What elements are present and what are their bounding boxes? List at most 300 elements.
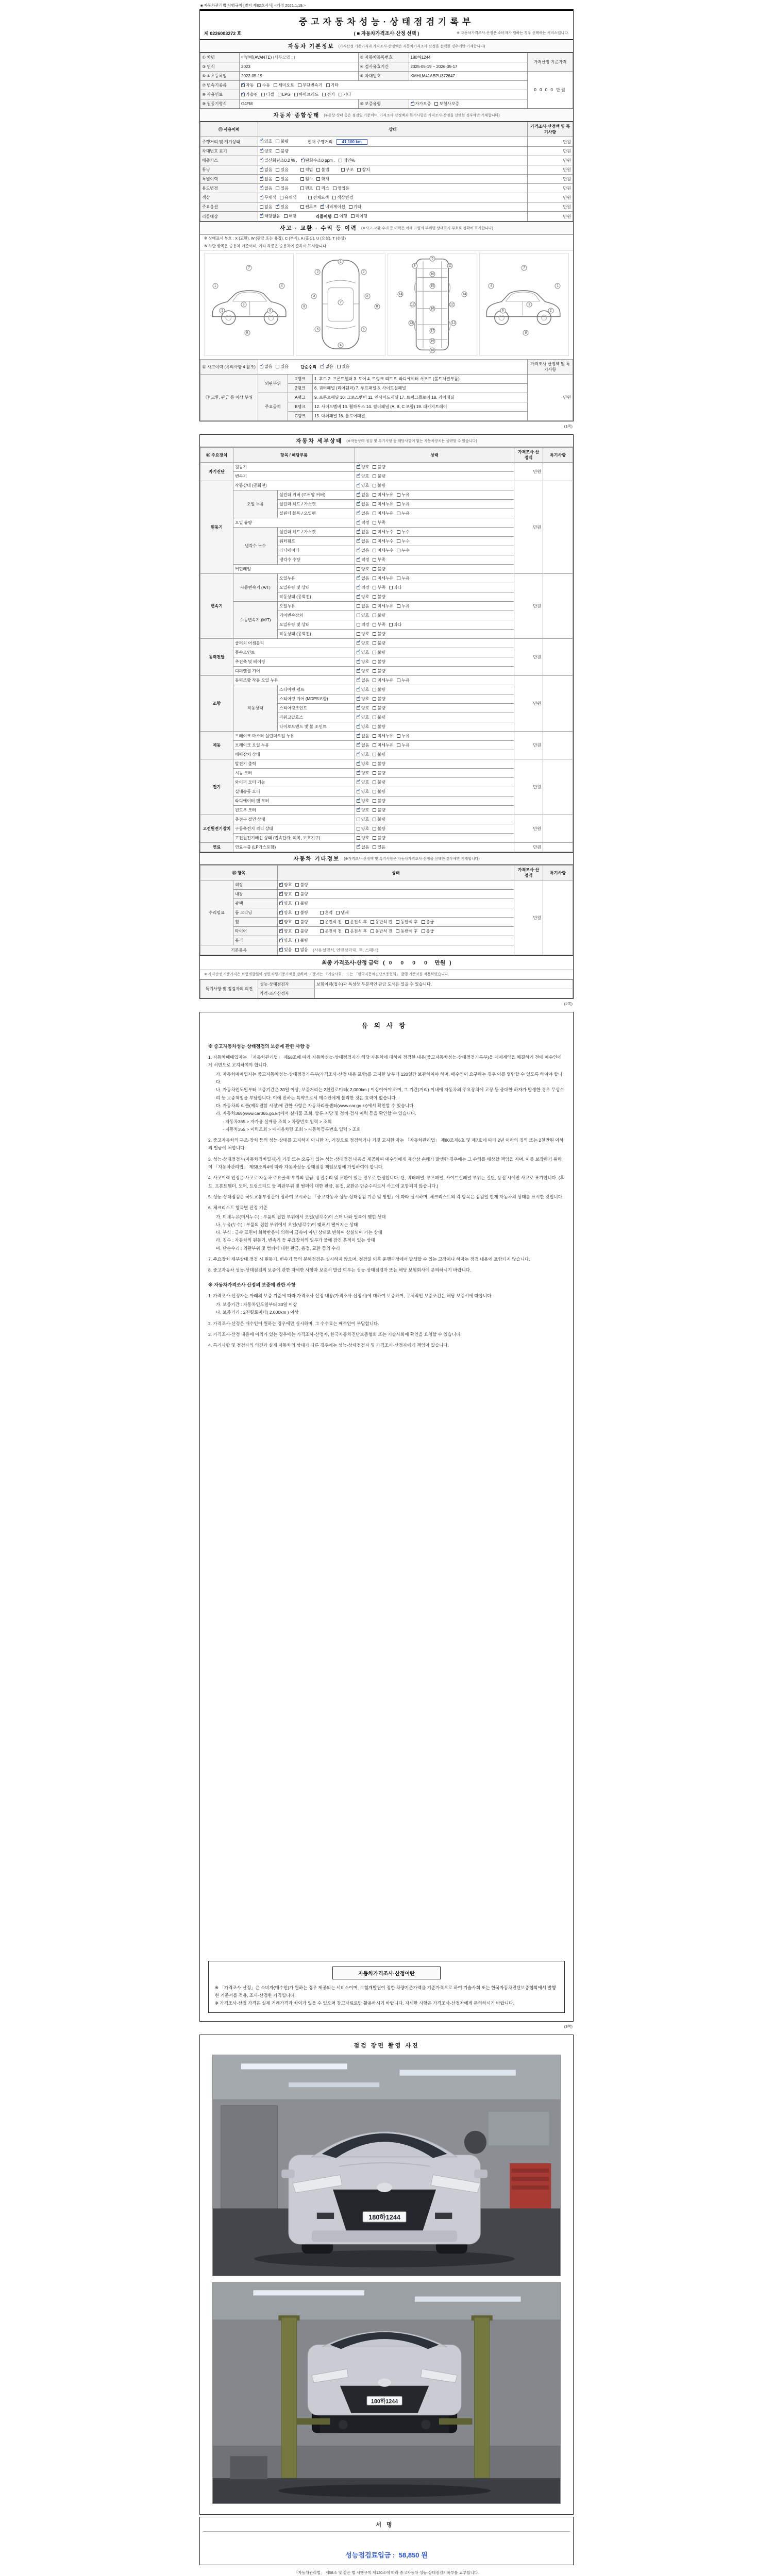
checkbox-icon (373, 827, 376, 831)
option-보험사보증[interactable]: 보험사보증 (434, 101, 459, 107)
option-양호[interactable]: ✓ 양호 (357, 473, 369, 479)
inspection-photo-front (212, 2055, 561, 2276)
option-양호[interactable]: ✓ 양호 (357, 659, 369, 665)
option-디젤[interactable]: 디젤 (261, 92, 274, 97)
option-없음[interactable]: ✓ 없음 (357, 538, 369, 544)
option-없음[interactable]: ✓ 없음 (357, 844, 369, 850)
option-이행[interactable]: 이행 (334, 213, 347, 219)
option-없음[interactable]: ✓ 없음 (260, 364, 272, 369)
option-있음[interactable]: 있음 (337, 364, 349, 369)
option-적정[interactable]: ✓ 적정 (357, 585, 369, 590)
engine-type: G4FM (240, 99, 359, 109)
option-양호[interactable]: ✓ 양호 (357, 724, 369, 730)
document-subtitle: ( ■ 자동차가격조사·산정 선택 ) (354, 31, 419, 37)
checkbox-icon (373, 808, 376, 812)
option-영업용[interactable]: 영업용 (333, 185, 349, 191)
rank-label: 2랭크 (288, 384, 313, 393)
option-양호[interactable]: ✓ 양호 (357, 696, 369, 702)
comprehensive-table (200, 122, 573, 222)
option-양호[interactable]: 양호 (357, 817, 369, 822)
option-없음[interactable]: ✓ 없음 (357, 742, 369, 748)
option-불량[interactable]: 불량 (295, 938, 308, 943)
option-미세누수[interactable]: 미세누수 (373, 538, 393, 544)
option-불량[interactable]: 불량 (373, 631, 385, 637)
option-불량[interactable]: 불량 (373, 594, 385, 600)
option-렌트[interactable]: 렌트 (300, 185, 313, 191)
option-양호[interactable]: 양호 (357, 835, 369, 841)
option-운전석 전[interactable]: 운전석 전 (320, 928, 342, 934)
option-불량[interactable]: 불량 (373, 798, 385, 804)
option-동반석 전[interactable]: 동반석 전 (371, 919, 392, 925)
option-양호[interactable]: ✓ 양호 (357, 687, 369, 692)
option-있음[interactable]: 있음 (373, 844, 385, 850)
panel-number-7: 7 (522, 265, 527, 270)
summary-row-label: 리콜대상 (200, 212, 258, 222)
checkbox-icon (397, 530, 400, 534)
option-양호[interactable]: ✓ 양호 (357, 798, 369, 804)
option-양호[interactable]: 양호 (357, 826, 369, 832)
option-적법[interactable]: 적법 (300, 167, 313, 173)
option-양호[interactable]: 양호 (357, 613, 369, 618)
checkbox-icon (339, 93, 342, 96)
summary-row (200, 147, 573, 156)
option-부족[interactable]: 부족 (373, 520, 385, 526)
notice-box (199, 1012, 574, 2022)
main-form-box (199, 9, 574, 421)
item-label: 시동 모터 (233, 769, 355, 778)
option-양호[interactable]: 양호 (357, 631, 369, 637)
diagram-note: ※ 하단 항목은 승용차 기준이며, 기타 차종은 승용차에 준하여 표시합니다. (204, 244, 328, 248)
option-무채색[interactable]: ✓ 무채색 (260, 195, 276, 200)
option-유채색[interactable]: 유채색 (280, 195, 296, 200)
option-자가보증[interactable]: ✓ 자가보증 (411, 101, 431, 107)
option-없음[interactable]: ✓ 없음 (357, 575, 369, 581)
option-양호[interactable]: ✓ 양호 (279, 910, 292, 916)
rank-items: 12. 사이드멤버 13. 휠하우스 14. 필러패널 (A, B, C 포함) 19. 패키지트레이 (313, 402, 528, 412)
option-적정[interactable]: ✓ 적정 (357, 520, 369, 526)
option-없음[interactable]: 없음 (295, 947, 308, 953)
option-기타[interactable]: 기타 (339, 92, 351, 97)
checkbox-icon (261, 93, 265, 96)
option-응급[interactable]: 응급 (422, 919, 434, 925)
note-cell (543, 759, 573, 815)
note-cell (543, 574, 573, 639)
option-양호[interactable]: ✓ 양호 (357, 705, 369, 711)
final-price-unit: 만원 (434, 960, 446, 966)
option-미세누유[interactable]: 미세누유 (373, 511, 393, 516)
notice-line: 1. 자동차매매업자는 「자동차관리법」 제58조에 따라 자동차성능·상태점검자가 해당 자동차에 대하여 점검한 내용(중고자동차성능·상태점검기록부)을 매매계약을 체결하기 전에 매수인에게 서면으로 고지하여야 합니다. (208, 1055, 562, 1068)
option-누유[interactable]: 누유 (397, 501, 409, 507)
item-label: 등속조인트 (233, 648, 355, 657)
option-적정[interactable]: ✓ 적정 (357, 557, 369, 563)
checked-checkbox-icon (357, 725, 360, 728)
option-양호[interactable]: ✓ 양호 (357, 807, 369, 813)
detail-form-box (199, 434, 574, 999)
option-양호[interactable]: ✓ 양호 (279, 891, 292, 897)
subtitle-note: ※ 자동차가격조사·산정은 소비자가 원하는 경우 선택하는 서비스입니다. (457, 31, 569, 35)
option-양호[interactable]: ✓ 양호 (357, 483, 369, 488)
option-네비게이션[interactable]: ✓ 네비게이션 (321, 204, 345, 210)
option-구조[interactable]: 구조 (341, 167, 354, 173)
summary-row (200, 156, 573, 165)
option-불량[interactable]: 불량 (373, 705, 385, 711)
item-label: 작동상태 (공회전) (278, 630, 355, 639)
option-양호[interactable]: ✓ 양호 (357, 650, 369, 655)
option-누수[interactable]: 누수 (397, 548, 409, 553)
option-양호[interactable]: ✓ 양호 (357, 789, 369, 794)
checked-checkbox-icon (357, 771, 360, 775)
option-불량[interactable]: 불량 (295, 901, 308, 906)
option-불량[interactable]: 불량 (295, 910, 308, 916)
panel-number-12: 12 (411, 302, 415, 307)
option-장치[interactable]: 장치 (357, 167, 369, 173)
option-불량[interactable]: 불량 (373, 668, 385, 674)
registration-number-label: ② 자동차등록번호 (358, 53, 409, 62)
option-있음[interactable]: 있음 (276, 176, 288, 182)
checkbox-icon (276, 149, 279, 153)
panel-number-1: 1 (555, 283, 561, 289)
option-기타[interactable]: 기타 (349, 204, 361, 210)
document-header (200, 11, 573, 40)
option-미세누유[interactable]: 미세누유 (373, 575, 393, 581)
photo-lift-scene (213, 2283, 560, 2503)
option-색상변경[interactable]: 색상변경 (332, 195, 353, 200)
notice-line: 나. 자동차인도일부터 보증기간은 30일 이상, 보증거리는 2천킬로미터( 2,000km ) 이상이어야 하며, 그 기간(거리) 이내에 자동차의 주요장치에 고장 등 중대한 하자가 발생한 경우 무상수리 등 보증책임을 부담합니다. 이에 반하는 특약으로서 매수인에게 불리한 것은 효력이 없습니다. (216, 1087, 564, 1100)
checkbox-icon (373, 660, 376, 664)
option-불량[interactable]: 불량 (373, 724, 385, 730)
option-불량[interactable]: 불량 (373, 752, 385, 757)
misc-item-label: 광택 (233, 899, 278, 908)
option-누유[interactable]: 누유 (397, 733, 409, 739)
option-누유[interactable]: 누유 (397, 511, 409, 516)
checkbox-icon (349, 205, 352, 209)
panel-number-4: 4 (279, 283, 284, 289)
option-전기[interactable]: 전기 (322, 92, 334, 97)
option-불량[interactable]: 불량 (373, 473, 385, 479)
option-불량[interactable]: 불량 (373, 789, 385, 794)
checkbox-icon (373, 604, 376, 608)
item-label: 배력장치 상태 (233, 750, 355, 759)
option-무단변속기[interactable]: 무단변속기 (298, 82, 323, 88)
option-불량[interactable]: 불량 (373, 566, 385, 572)
checked-checkbox-icon (357, 781, 360, 784)
option-매연[interactable]: 매연 % (339, 158, 355, 163)
option-가솔린[interactable]: ✓ 가솔린 (241, 92, 258, 97)
panel-number-6: 6 (361, 326, 366, 332)
simple-repair-label: 단순수리 (300, 365, 317, 369)
option-양호[interactable]: ✓ 양호 (357, 668, 369, 674)
checkbox-icon (284, 214, 288, 218)
option-있음[interactable]: 있음 (276, 185, 288, 191)
option-과다[interactable]: 과다 (389, 622, 401, 628)
report-number: 제 0226003272 호 (204, 30, 242, 36)
checkbox-icon (389, 586, 393, 589)
panel-number-8: 8 (244, 330, 250, 336)
option-없음[interactable]: ✓ 없음 (357, 492, 369, 498)
checked-checkbox-icon (357, 679, 360, 682)
option-냄새[interactable]: 냄새 (336, 910, 348, 916)
option-양호[interactable]: ✓ 양호 (279, 901, 292, 906)
option-불량[interactable]: 불량 (373, 826, 385, 832)
checkbox-icon (336, 911, 340, 914)
checkbox-icon (373, 790, 376, 793)
option-양호[interactable]: ✓ 양호 (357, 770, 369, 776)
option-없음[interactable]: ✓ 없음 (357, 511, 369, 516)
checked-checkbox-icon (357, 493, 360, 497)
option-있음[interactable]: 있음 (276, 364, 288, 369)
option-누수[interactable]: 누수 (397, 529, 409, 535)
checkbox-icon (260, 205, 263, 209)
checkbox-icon (422, 929, 425, 933)
option-LPG[interactable]: LPG (278, 92, 291, 97)
inspection-validity-label: ④ 검사유효기간 (358, 62, 409, 72)
option-해당[interactable]: 해당 (284, 213, 296, 219)
option-없음[interactable]: 없음 (357, 603, 369, 609)
option-불량[interactable]: 불량 (373, 807, 385, 813)
checked-checkbox-icon (357, 558, 360, 562)
option-과다[interactable]: 과다 (389, 585, 401, 590)
option-썬루프[interactable]: 썬루프 (300, 204, 317, 210)
option-양호[interactable]: ✓ 양호 (279, 919, 292, 925)
item-label: 스티어링 펌프 (278, 685, 355, 694)
option-불량[interactable]: 불량 (373, 650, 385, 655)
checkbox-icon (397, 512, 400, 515)
checkbox-icon (373, 558, 376, 562)
option-자동[interactable]: ✓ 자동 (241, 82, 254, 88)
option-불량[interactable]: 불량 (373, 770, 385, 776)
option-불량[interactable]: 불량 (373, 696, 385, 702)
checkbox-icon (373, 586, 376, 589)
panel-number-3: 3 (364, 294, 370, 299)
appraiser-row-label: 가격·조사산정자 (258, 989, 315, 998)
checkbox-icon (332, 196, 336, 199)
option-불량[interactable]: 불량 (295, 928, 308, 934)
option-없음[interactable]: ✓ 없음 (357, 733, 369, 739)
option-불량[interactable]: 불량 (373, 613, 385, 618)
misc-item-label: 휠 (233, 918, 278, 927)
checked-checkbox-icon (260, 187, 263, 190)
option-탄화수소[interactable]: ✓ 탄화수소 0 ppm , (301, 158, 335, 163)
option-미세누유[interactable]: 미세누유 (373, 733, 393, 739)
option-양호[interactable]: ✓ 양호 (357, 640, 369, 646)
checkbox-icon (320, 920, 324, 924)
option-불량[interactable]: 불량 (276, 139, 288, 144)
option-없음[interactable]: ✓ 없음 (260, 185, 272, 191)
option-누수[interactable]: 누수 (397, 538, 409, 544)
checkbox-icon (397, 734, 400, 738)
option-불량[interactable]: 불량 (295, 919, 308, 925)
panel-number-6: 6 (500, 308, 506, 313)
option-일산화탄소[interactable]: ✓ 일산화탄소 0.2 % , (260, 158, 297, 163)
option-누유[interactable]: 누유 (397, 677, 409, 683)
detail-table (200, 447, 573, 852)
item-label: 충전구 절연 상태 (233, 815, 355, 824)
option-동반석 전[interactable]: 동반석 전 (371, 928, 392, 934)
notice-line: 가. 미세누유(미세누수) : 부품의 접합 부위에서 오일(냉각수)이 스며 나와 얼룩이 맺힌 상태 (216, 1214, 386, 1219)
option-양호[interactable]: ✓ 양호 (357, 594, 369, 600)
col-misc-note: 특기사항 (543, 866, 573, 880)
option-미세누수[interactable]: 미세누수 (373, 548, 393, 553)
option-누유[interactable]: 누유 (397, 742, 409, 748)
option-누유[interactable]: 누유 (397, 492, 409, 498)
option-양호[interactable]: ✓ 양호 (260, 148, 272, 154)
option-하이브리드[interactable]: 하이브리드 (294, 92, 319, 97)
option-해당없음[interactable]: ✓ 해당없음 (260, 213, 280, 219)
car-diagram-top (296, 253, 385, 356)
category-label: 작동상태 (233, 685, 278, 732)
option-수동[interactable]: 수동 (257, 82, 270, 88)
summary-row (200, 202, 573, 212)
option-동반석 후[interactable]: 동반석 후 (396, 919, 417, 925)
option-양호[interactable]: ✓ 양호 (279, 938, 292, 943)
option-미세누유[interactable]: 미세누유 (373, 603, 393, 609)
option-불량[interactable]: 불량 (373, 659, 385, 665)
pricing-definition-line: ※ 「가격조사·산정」은 소비자(매수인)가 원하는 경우 제공되는 서비스이며, 보험개발원이 정한 차량기준가액을 기준가격으로 하여 기술사회 또는 한국자동차진단보증협회에서 발행한 기준서를 적용, 조사·산정한 가격입니다. (215, 1985, 556, 1998)
option-없음[interactable]: ✓ 없음 (260, 167, 272, 173)
option-불량[interactable]: 불량 (373, 464, 385, 470)
category-label: 오일 누유 (233, 490, 278, 518)
panel-number-2: 2 (361, 269, 366, 275)
option-불량[interactable]: 불량 (373, 779, 385, 785)
panel-number-6: 6 (267, 308, 273, 313)
checkbox-icon (351, 214, 355, 218)
option-운전석 후[interactable]: 운전석 후 (345, 919, 367, 925)
option-세미오토[interactable]: 세미오토 (274, 82, 294, 88)
item-label: 브레이크 오일 누유 (233, 741, 355, 750)
option-불량[interactable]: 불량 (295, 882, 308, 888)
option-부족[interactable]: 부족 (373, 585, 385, 590)
option-불량[interactable]: 불량 (373, 640, 385, 646)
item-label: 디퍼렌셜 기어 (233, 667, 355, 676)
checked-checkbox-icon (357, 651, 360, 654)
checkbox-icon (373, 512, 376, 515)
option-있음[interactable]: ✓ 있음 (276, 204, 288, 210)
checked-checkbox-icon (357, 474, 360, 478)
note-cell (543, 639, 573, 676)
panel-number-16: 16 (430, 307, 434, 311)
option-불량[interactable]: 불량 (373, 835, 385, 841)
checked-checkbox-icon (260, 168, 263, 172)
option-불량[interactable]: 불량 (373, 761, 385, 767)
checkbox-icon (308, 196, 312, 199)
option-화재[interactable]: 화재 (316, 176, 329, 182)
checkbox-icon (373, 697, 376, 701)
checkbox-icon (326, 83, 330, 87)
option-양호[interactable]: ✓ 양호 (357, 779, 369, 785)
vin: KMHLM41ABPU372647 (409, 72, 528, 81)
option-불량[interactable]: 불량 (373, 687, 385, 692)
option-없음[interactable]: ✓ 없음 (357, 677, 369, 683)
option-양호[interactable]: ✓ 양호 (279, 882, 292, 888)
option-불량[interactable]: 불량 (276, 148, 288, 154)
option-양호[interactable]: ✓ 양호 (357, 715, 369, 720)
checkbox-icon (357, 567, 360, 571)
notice-line: 나. 누유(누수) : 부품의 접합 부위에서 오일(냉각수)이 맺혀서 떨어지는 상태 (216, 1222, 358, 1227)
option-없음[interactable]: 없음 (260, 204, 272, 210)
rank-items: 6. 쿼터패널 (리어휀더) 7. 루프패널 8. 사이드실패널 (313, 384, 528, 393)
option-양호[interactable]: ✓ 양호 (357, 752, 369, 757)
item-label: 실린더 블록 / 오일팬 (278, 509, 355, 518)
checkbox-icon (373, 734, 376, 738)
checkbox-icon (373, 632, 376, 636)
option-없음[interactable]: ✓ 없음 (357, 501, 369, 507)
option-불량[interactable]: 불량 (295, 891, 308, 897)
option-미세누유[interactable]: 미세누유 (373, 501, 393, 507)
misc-item-label: 외장 (233, 880, 278, 890)
rank-label: C랭크 (288, 412, 313, 421)
option-미세누수[interactable]: 미세누수 (373, 529, 393, 535)
option-부족[interactable]: 부족 (373, 557, 385, 563)
checked-checkbox-icon (279, 883, 283, 887)
option-전체도색[interactable]: 전체도색 (308, 195, 329, 200)
option-리스[interactable]: 리스 (316, 185, 329, 191)
option-양호[interactable]: ✓ 양호 (279, 928, 292, 934)
item-label: 워터펌프 (278, 537, 355, 546)
signature-box (199, 2517, 574, 2565)
option-미세누유[interactable]: 미세누유 (373, 677, 393, 683)
option-응급[interactable]: 응급 (422, 928, 434, 934)
item-label: 기어변속장치 (278, 611, 355, 620)
option-불량[interactable]: 불량 (373, 817, 385, 822)
checkbox-icon (373, 623, 376, 626)
option-없음[interactable]: ✓ 없음 (260, 176, 272, 182)
checked-checkbox-icon (357, 539, 360, 543)
option-미세누유[interactable]: 미세누유 (373, 742, 393, 748)
checkbox-icon (316, 187, 320, 190)
option-있음[interactable]: ✓ 있음 (279, 947, 292, 953)
car-name: 아반떼(AVANTE) (241, 55, 272, 60)
section-basic-info: 자동차 기본정보 (가격산정 기준가격과 가격조사·산정액은 자동차가격조사·산정을 선택한 경우에만 기재합니다) (200, 40, 573, 53)
option-적정[interactable]: 적정 (357, 622, 369, 628)
option-미이행[interactable]: 미이행 (351, 213, 367, 219)
item-label: 스티어링조인트 (278, 704, 355, 713)
option-침수[interactable]: 침수 (300, 176, 313, 182)
panel-number-19: 19 (430, 339, 434, 343)
option-양호[interactable]: ✓ 양호 (357, 761, 369, 767)
option-있음[interactable]: 있음 (276, 167, 288, 173)
option-불량[interactable]: 불량 (373, 715, 385, 720)
option-불법[interactable]: 불법 (316, 167, 329, 173)
option-양호[interactable]: 양호 (357, 566, 369, 572)
option-양호[interactable]: ✓ 양호 (260, 139, 272, 144)
detail-row (200, 815, 573, 824)
checkbox-icon (397, 539, 400, 543)
option-운전석 전[interactable]: 운전석 전 (320, 919, 342, 925)
notice-line: 1. 가격조사·산정자는 아래의 보증 기준에 따라 가격조사·산정 내용(가격조사·산정서)에 대하여 보증하며, 구체적인 보증조건은 해당 보증서에 따릅니다. (208, 1293, 493, 1298)
option-없음[interactable]: ✓ 없음 (321, 364, 333, 369)
option-누유[interactable]: 누유 (397, 575, 409, 581)
detail-row (200, 639, 573, 648)
option-양호[interactable]: ✓ 양호 (357, 464, 369, 470)
option-불량[interactable]: 불량 (373, 483, 385, 488)
option-미세누유[interactable]: 미세누유 (373, 492, 393, 498)
checkbox-icon (371, 929, 374, 933)
panel-number-3: 3 (241, 302, 246, 308)
option-운전석 후[interactable]: 운전석 후 (345, 928, 367, 934)
option-기타[interactable]: 기타 (326, 82, 339, 88)
checkbox-icon (345, 929, 349, 933)
option-동반석 후[interactable]: 동반석 후 (396, 928, 417, 934)
option-누유[interactable]: 누유 (397, 603, 409, 609)
first-registration-label: ⑤ 최초등록일 (200, 72, 240, 81)
checked-checkbox-icon (279, 892, 283, 896)
option-없음[interactable]: ✓ 없음 (357, 548, 369, 553)
option-없음[interactable]: ✓ 없음 (357, 529, 369, 535)
item-label: 스티어링 기어 (MDPS포함) (278, 694, 355, 704)
option-부족[interactable]: 부족 (373, 622, 385, 628)
item-label: 변속기 (233, 472, 355, 481)
option-흔적[interactable]: 흔적 (320, 910, 332, 916)
